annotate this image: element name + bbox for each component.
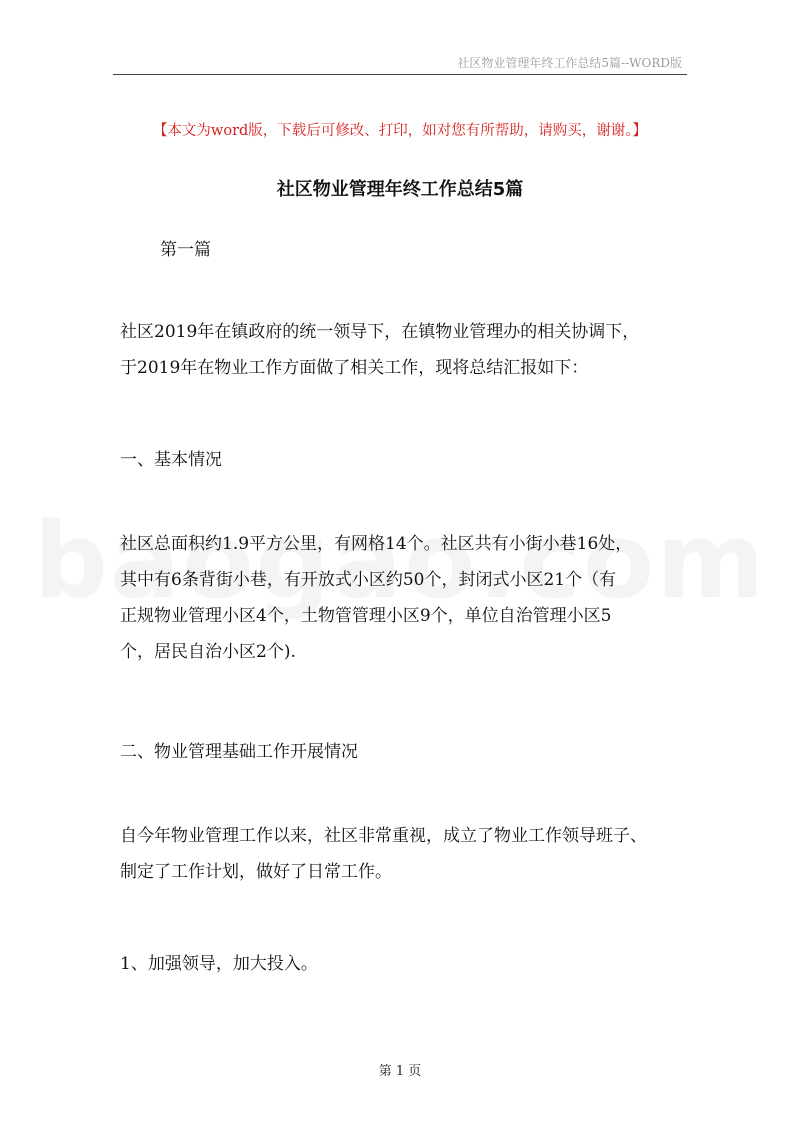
item1-heading: 1、加强领导，加大投入。 [120,954,318,974]
section2-line: 制定了工作计划，做好了日常工作。 [120,862,392,882]
section2-heading: 二、物业管理基础工作开展情况 [120,742,358,762]
purchase-notice: 【本文为word版，下载后可修改、打印，如对您有所帮助，请购买，谢谢。】 [152,123,648,139]
document-title: 社区物业管理年终工作总结5篇 [276,179,524,200]
section2-paragraph [120,818,680,890]
section1-line: 其中有6条背街小巷，有开放式小区约50个，封闭式小区21个（有 [120,570,617,590]
page-number: 第 1 页 [378,1064,422,1079]
header-divider [113,74,687,75]
part-label: 第一篇 [160,240,211,260]
section1-heading: 一、基本情况 [120,450,222,470]
intro-paragraph [120,314,680,386]
intro-line: 于2019年在物业工作方面做了相关工作，现将总结汇报如下： [120,358,589,378]
running-header: 社区物业管理年终工作总结5篇--WORD版 [457,56,682,70]
section1-line: 正规物业管理小区4个，土物管管理小区9个，单位自治管理小区5 [120,606,612,626]
intro-line: 社区2019年在镇政府的统一领导下，在镇物业管理办的相关协调下， [120,322,640,342]
section1-paragraph [120,526,680,670]
section2-line: 自今年物业管理工作以来，社区非常重视，成立了物业工作领导班子、 [120,826,647,846]
section1-line: 社区总面积约1.9平方公里，有网格14个。社区共有小街小巷16处， [120,534,633,554]
section1-line: 个，居民自治小区2个). [120,642,296,662]
